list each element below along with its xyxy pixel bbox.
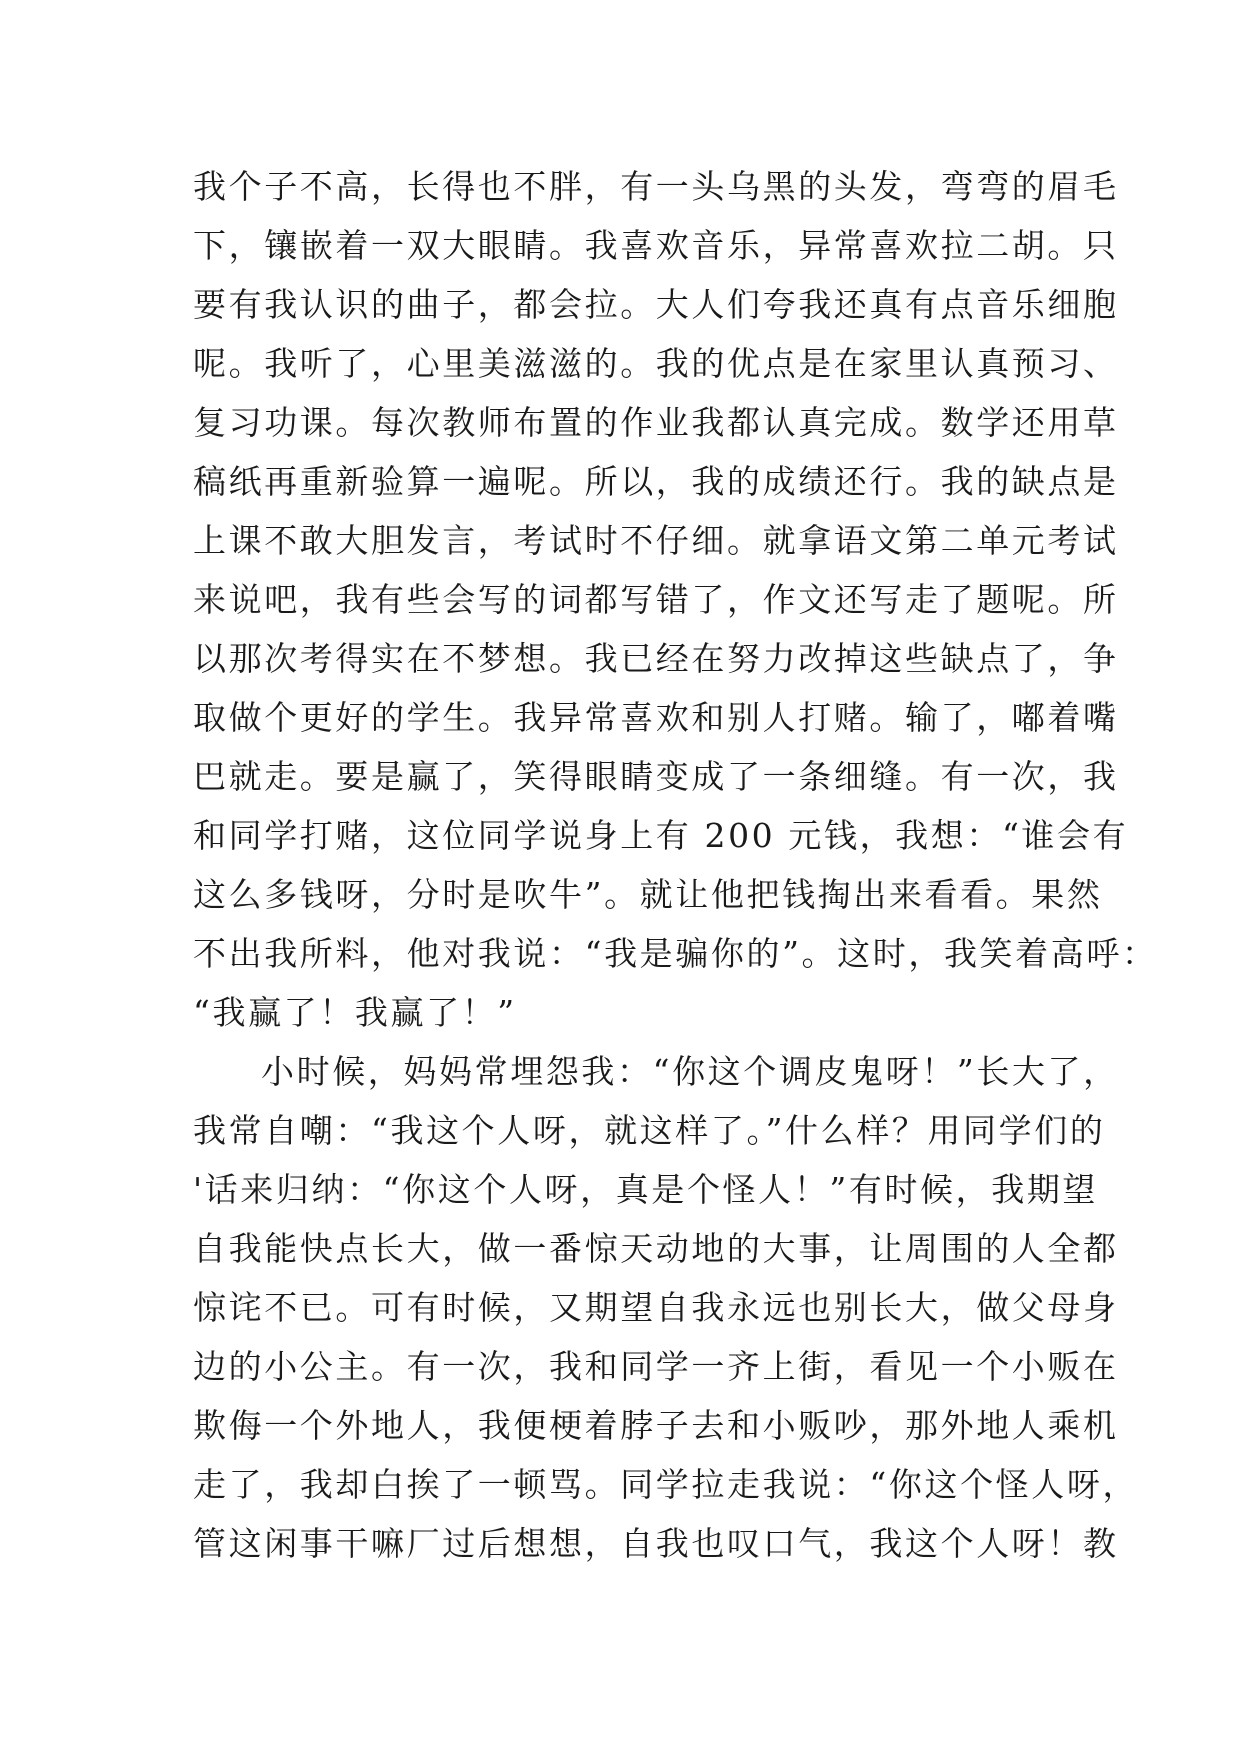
text-line: 我个子不高，长得也不胖，有一头乌黑的头发，弯弯的眉毛	[193, 167, 1119, 206]
text-line: 走了，我却白挨了一顿骂。同学拉走我说：“你这个怪人呀，	[193, 1465, 1139, 1504]
text-line: 不出我所料，他对我说：“我是骗你的”。这时，我笑着高呼：	[193, 934, 1158, 973]
text-line: 惊诧不已。可有时候，又期望自我永远也别长大，做父母身	[193, 1288, 1119, 1327]
text-line: 欺侮一个外地人，我便梗着脖子去和小贩吵，那外地人乘机	[193, 1406, 1119, 1445]
text-line: 下，镶嵌着一双大眼睛。我喜欢音乐，异常喜欢拉二胡。只	[193, 226, 1119, 265]
text-line: 稿纸再重新验算一遍呢。所以，我的成绩还行。我的缺点是	[193, 462, 1119, 501]
text-line: 取做个更好的学生。我异常喜欢和别人打赌。输了，嘟着嘴	[193, 698, 1119, 737]
text-line: 以那次考得实在不梦想。我已经在努力改掉这些缺点了，争	[193, 639, 1119, 678]
paragraph-first-line: 小时候，妈妈常埋怨我：“你这个调皮鬼呀！”长大了，	[261, 1052, 1119, 1091]
text-line: 自我能快点长大，做一番惊天动地的大事，让周围的人全都	[193, 1229, 1119, 1268]
text-line: 这么多钱呀，分时是吹牛”。就让他把钱掏出来看看。果然	[193, 875, 1103, 914]
text-line: 复习功课。每次教师布置的作业我都认真完成。数学还用草	[193, 403, 1119, 442]
text-line: 来说吧，我有些会写的词都写错了，作文还写走了题呢。所	[193, 580, 1119, 619]
text-line: 要有我认识的曲子，都会拉。大人们夸我还真有点音乐细胞	[193, 285, 1119, 324]
text-line: 和同学打赌，这位同学说身上有 200 元钱，我想：“谁会有	[193, 816, 1129, 855]
text-line: '话来归纳：“你这个人呀，真是个怪人！”有时候，我期望	[193, 1170, 1099, 1209]
text-line: 呢。我听了，心里美滋滋的。我的优点是在家里认真预习、	[193, 344, 1119, 383]
text-line: “我赢了！我赢了！”	[193, 993, 517, 1032]
text-line: 管这闲事干嘛厂过后想想，自我也叹口气，我这个人呀！教	[193, 1524, 1119, 1563]
body-text	[193, 157, 1158, 1573]
text-line: 我常自嘲：“我这个人呀，就这样了。”什么样？用同学们的	[193, 1111, 1106, 1150]
text-line: 上课不敢大胆发言，考试时不仔细。就拿语文第二单元考试	[193, 521, 1119, 560]
text-line: 巴就走。要是赢了，笑得眼睛变成了一条细缝。有一次，我	[193, 757, 1119, 796]
text-line: 边的小公主。有一次，我和同学一齐上街，看见一个小贩在	[193, 1347, 1119, 1386]
